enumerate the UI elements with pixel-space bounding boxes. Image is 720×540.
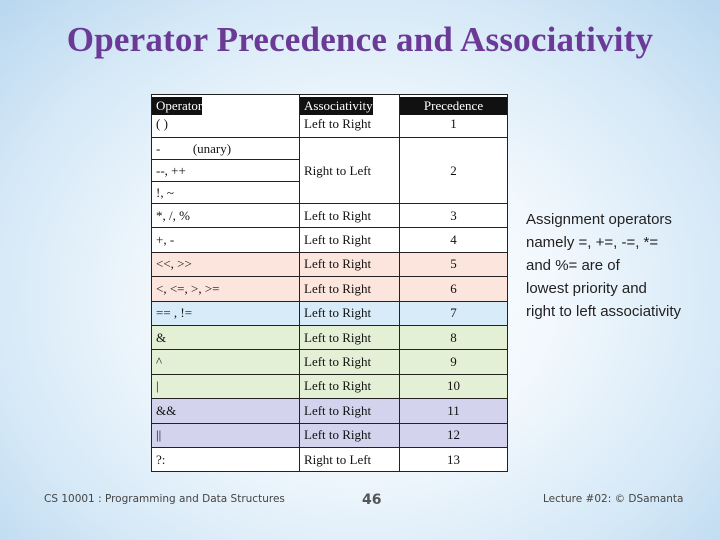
precedence-cell: 10 bbox=[447, 378, 460, 394]
operator-cell: || bbox=[152, 424, 300, 447]
table-row bbox=[152, 276, 507, 300]
header-precedence-cell bbox=[400, 95, 507, 137]
note-line: and %= are of bbox=[526, 257, 620, 274]
header-associativity-label: Associativity bbox=[300, 97, 373, 115]
table-row bbox=[152, 252, 507, 276]
operator-cell: & bbox=[152, 326, 300, 349]
table-row bbox=[152, 423, 507, 447]
precedence-cell: 11 bbox=[447, 402, 460, 418]
precedence-cell: 8 bbox=[450, 329, 457, 345]
table-row bbox=[152, 203, 507, 227]
associativity-cell: Left to Right bbox=[300, 277, 400, 300]
associativity-cell: Right to Left bbox=[300, 448, 400, 471]
operator-cell: - (unary) bbox=[156, 140, 232, 156]
associativity-cell: Left to Right bbox=[300, 253, 400, 276]
header-associativity-value: Left to Right bbox=[304, 116, 372, 131]
header-precedence-value: 1 bbox=[450, 116, 457, 131]
operator-cell: !, ~ bbox=[152, 181, 299, 203]
precedence-table bbox=[151, 94, 508, 472]
operator-cell: +, - bbox=[152, 228, 300, 251]
note-line: lowest priority and bbox=[526, 280, 647, 297]
precedence-cell: 12 bbox=[447, 427, 460, 443]
assignment-note bbox=[526, 208, 716, 323]
precedence-cell: 13 bbox=[447, 451, 460, 467]
operator-cell: --, ++ bbox=[152, 159, 299, 181]
operator-cell: == , != bbox=[152, 302, 300, 325]
associativity-cell: Left to Right bbox=[300, 350, 400, 373]
table-row bbox=[152, 398, 507, 422]
operator-cell: && bbox=[152, 399, 300, 422]
page-number: 46 bbox=[362, 492, 382, 508]
table-row bbox=[152, 349, 507, 373]
unary-operators-cell bbox=[152, 138, 300, 203]
associativity-cell: Left to Right bbox=[300, 204, 400, 227]
slide-title: Operator Precedence and Associativity bbox=[66, 20, 654, 59]
precedence-cell: 6 bbox=[450, 280, 457, 296]
operator-cell: *, /, % bbox=[152, 204, 300, 227]
table-row bbox=[152, 301, 507, 325]
precedence-cell: 5 bbox=[450, 256, 457, 272]
operator-cell: | bbox=[152, 375, 300, 398]
note-line: Assignment operators bbox=[526, 211, 672, 228]
table-row bbox=[152, 447, 507, 471]
precedence-cell: 4 bbox=[450, 232, 457, 248]
precedence-cell: 2 bbox=[450, 162, 457, 178]
associativity-cell: Left to Right bbox=[300, 375, 400, 398]
operator-cell: <, <=, >, >= bbox=[152, 277, 300, 300]
associativity-cell: Left to Right bbox=[300, 228, 400, 251]
associativity-cell: Left to Right bbox=[300, 326, 400, 349]
header-operator-label: Operator bbox=[152, 97, 202, 115]
precedence-cell: 7 bbox=[450, 305, 457, 321]
operator-cell: ^ bbox=[152, 350, 300, 373]
footer-lecture: Lecture #02: © DSamanta bbox=[543, 493, 684, 505]
header-operator-cell bbox=[152, 95, 300, 137]
note-line: namely =, +=, -=, *= bbox=[526, 234, 659, 251]
operator-cell: ?: bbox=[152, 448, 300, 471]
table-row bbox=[152, 325, 507, 349]
header-operator-value: ( ) bbox=[156, 116, 168, 131]
footer-course: CS 10001 : Programming and Data Structures bbox=[44, 493, 285, 505]
associativity-cell: Left to Right bbox=[300, 302, 400, 325]
table-row bbox=[152, 374, 507, 398]
header-associativity-cell bbox=[300, 95, 400, 137]
associativity-cell: Left to Right bbox=[300, 424, 400, 447]
precedence-cell: 3 bbox=[450, 207, 457, 223]
associativity-cell: Left to Right bbox=[300, 399, 400, 422]
associativity-cell: Right to Left bbox=[300, 138, 400, 203]
table-row bbox=[152, 227, 507, 251]
header-precedence-label: Precedence bbox=[400, 97, 507, 115]
operator-cell: <<, >> bbox=[152, 253, 300, 276]
precedence-cell: 9 bbox=[450, 354, 457, 370]
note-line: right to left associativity bbox=[526, 303, 682, 320]
table-header-row bbox=[152, 95, 507, 137]
unary-operators-row bbox=[152, 137, 507, 203]
